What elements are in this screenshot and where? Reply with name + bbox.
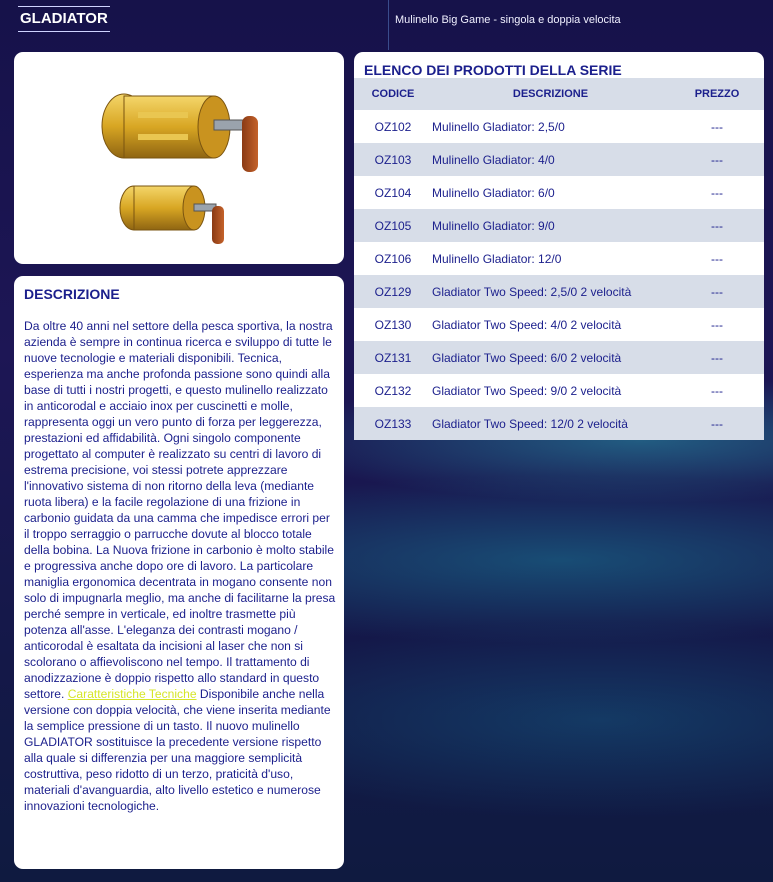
row-code: OZ130 [374, 317, 412, 332]
row-description: Gladiator Two Speed: 2,5/0 2 velocità [432, 275, 670, 308]
row-description: Mulinello Gladiator: 4/0 [432, 143, 670, 176]
table-row[interactable] [354, 176, 764, 209]
row-price: --- [711, 383, 723, 398]
product-image-panel [14, 52, 344, 264]
row-price: --- [670, 407, 764, 440]
reel-icon [94, 72, 274, 252]
row-price: --- [670, 341, 764, 374]
table-row[interactable] [354, 374, 764, 407]
row-price: --- [711, 251, 723, 266]
column-code: CODICE [354, 78, 432, 110]
table-header-row [354, 78, 764, 110]
row-description: Gladiator Two Speed: 4/0 2 velocità [432, 317, 622, 332]
row-description: Gladiator Two Speed: 12/0 2 velocità [432, 407, 670, 440]
products-table [354, 78, 764, 440]
row-description: Mulinello Gladiator: 9/0 [432, 209, 670, 242]
table-row[interactable] [354, 143, 764, 176]
row-price: --- [711, 317, 723, 332]
table-row[interactable] [354, 308, 764, 341]
row-code: OZ105 [354, 209, 432, 242]
row-code: OZ132 [374, 383, 412, 398]
products-heading: ELENCO DEI PRODOTTI DELLA SERIE [364, 62, 622, 78]
column-description: DESCRIZIONE [432, 78, 670, 110]
row-code: OZ103 [354, 143, 432, 176]
table-row[interactable] [354, 275, 764, 308]
row-price: --- [711, 185, 723, 200]
table-row[interactable] [354, 407, 764, 440]
products-panel [354, 52, 764, 431]
row-code: OZ106 [374, 251, 412, 266]
header-divider [388, 0, 389, 50]
table-row[interactable] [354, 209, 764, 242]
row-code: OZ131 [354, 341, 432, 374]
row-price: --- [670, 143, 764, 176]
row-price: --- [670, 275, 764, 308]
row-code: OZ133 [354, 407, 432, 440]
row-code: OZ129 [354, 275, 432, 308]
column-price: PREZZO [670, 78, 764, 110]
row-price: --- [711, 119, 723, 134]
row-code: OZ102 [374, 119, 412, 134]
row-description: Mulinello Gladiator: 2,5/0 [432, 119, 565, 134]
table-row[interactable] [354, 341, 764, 374]
row-description: Gladiator Two Speed: 9/0 2 velocità [432, 383, 622, 398]
description-part-1: Da oltre 40 anni nel settore della pesca sportiva, la nostra azienda è sempre in continua ricerca e sviluppo di tutte le nuove tecnologie e materiali disponibili. Tecnica, esperienza ma anche profonda passione sono quindi alla base di tutti i nostri progetti, e questo mulinello realizzato in anticorodal e acciaio inox per cuscinetti e molle, rappresenta oggi un vero punto di forza per leggerezza, prestazioni ed affidabilità. Ogni singolo componente progettato al computer è realizzato su centri di lavoro di estrema precisione, voi stessi potrete apprezzare l'innovativo sistema di non ritorno della leva (mediante ruota libera) e la facile regolazione di una frizione in carbonio guidata da una camma che impedisce errori per il troppo serraggio o parrucche dovute al blocco totale della bobina. La Nuova frizione in carbonio è molto stabile e progressiva anche dopo ore di lavoro. La particolare maniglia ergonomica decentrata in mogano consente non solo di impugnarla meglio, ma anche di facilitarne la presa perché sempre in verticale, ed inoltre trasmette più potenza all'asse. L'eleganza dei contrasti mogano / anticorodal è esaltata da incisioni al laser che non si scolorano o affievoliscono nel tempo. Il trattamento di anodizzazione è doppio rispetto allo standard in questo settore. [24, 319, 336, 701]
technical-specs-link[interactable]: Caratteristiche Tecniche [67, 687, 197, 701]
row-description: Mulinello Gladiator: 12/0 [432, 251, 562, 266]
description-heading: DESCRIZIONE [24, 286, 120, 302]
table-row[interactable] [354, 242, 764, 275]
description-text [24, 318, 336, 814]
row-price: --- [670, 209, 764, 242]
row-description: Mulinello Gladiator: 6/0 [432, 185, 555, 200]
table-row[interactable] [354, 110, 764, 143]
row-description: Gladiator Two Speed: 6/0 2 velocità [432, 341, 670, 374]
row-code: OZ104 [374, 185, 412, 200]
description-part-2: Disponibile anche nella versione con doppia velocità, che viene inserita mediante la semplice pressione di un tasto. Il nuovo mulinello GLADIATOR sostituisce la precedente versione rispetto alla quale si differenzia per una maggiore semplicità costruttiva, peso ridotto di un terzo, praticità d'uso, materiali d'avanguardia, alto livello estetico e numerose innovazioni tecnologiche. [24, 687, 331, 813]
page-title: GLADIATOR [18, 8, 110, 32]
page-subtitle: Mulinello Big Game - singola e doppia velocita [395, 14, 621, 26]
description-panel [14, 276, 344, 869]
